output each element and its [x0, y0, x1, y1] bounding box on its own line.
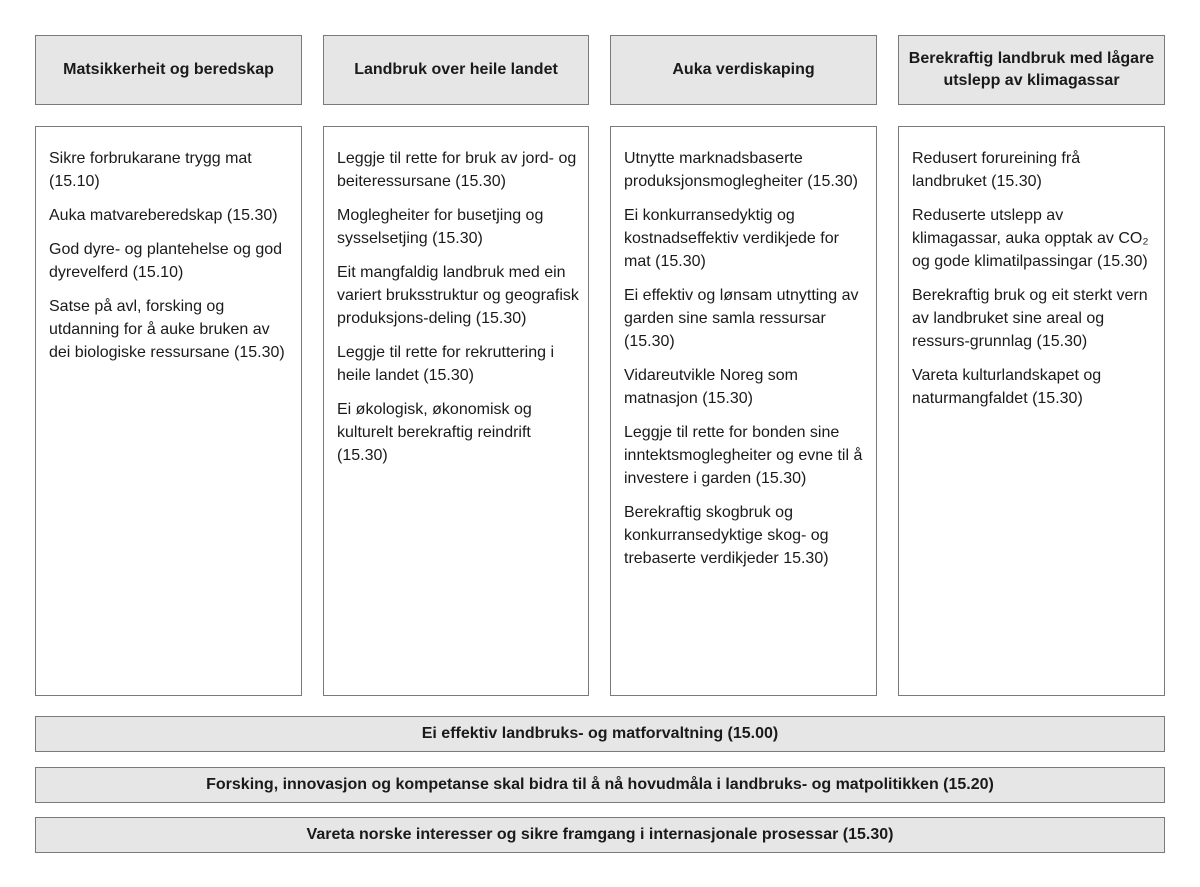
crosscutting-bar-research: Forsking, innovasjon og kompetanse skal bidra til å nå hovudmåla i landbruks- og matpolitikken (15.20)	[35, 767, 1165, 803]
column-header-value-creation: Auka verdiskaping	[610, 35, 877, 105]
goal-item: Ei økologisk, økonomisk og kulturelt berekraftig reindrift (15.30)	[337, 401, 532, 464]
goal-item: Reduserte utslepp av klimagassar, auka opptak av CO₂ og gode klimatilpassingar (15.30)	[912, 207, 1149, 270]
goal-item: Sikre forbrukarane trygg mat (15.10)	[49, 150, 252, 190]
goals-box-value-creation	[610, 126, 877, 696]
goal-item: Ei konkurransedyktig og kostnadseffektiv verdikjede for mat (15.30)	[624, 207, 839, 270]
goal-item: Leggje til rette for bonden sine inntektsmoglegheiter og evne til å investere i garden (15.30)	[624, 424, 863, 487]
goal-item: Ei effektiv og lønsam utnytting av garden sine samla ressursar (15.30)	[624, 287, 859, 350]
goal-item: God dyre- og plantehelse og god dyrevelferd (15.10)	[49, 241, 283, 281]
column-header-food-security: Matsikkerheit og beredskap	[35, 35, 302, 105]
goals-box-food-security	[35, 126, 302, 696]
goal-item: Leggje til rette for rekruttering i heile landet (15.30)	[337, 344, 554, 384]
goal-item: Berekraftig bruk og eit sterkt vern av landbruket sine areal og ressurs-grunnlag (15.30)	[912, 287, 1148, 350]
column-header-agriculture-nationwide: Landbruk over heile landet	[323, 35, 589, 105]
goal-item: Berekraftig skogbruk og konkurransedyktige skog- og trebaserte verdikjeder 15.30)	[624, 504, 829, 567]
column-header-sustainable-agriculture: Berekraftig landbruk med lågare utslepp av klimagassar	[898, 35, 1165, 105]
goal-item: Redusert forureining frå landbruket (15.30)	[912, 150, 1081, 190]
goal-item: Utnytte marknadsbaserte produksjonsmoglegheiter (15.30)	[624, 150, 858, 190]
goal-item: Eit mangfaldig landbruk med ein variert bruksstruktur og geografisk produksjons-deling (15.30)	[337, 264, 579, 327]
goals-box-sustainable-agriculture	[898, 126, 1165, 696]
goal-item: Vidareutvikle Noreg som matnasjon (15.30)	[624, 367, 799, 407]
goal-item: Auka matvareberedskap (15.30)	[49, 207, 278, 224]
goals-box-agriculture-nationwide	[323, 126, 589, 696]
goal-item: Vareta kulturlandskapet og naturmangfaldet (15.30)	[912, 367, 1102, 407]
goal-item: Moglegheiter for busetjing og sysselsetjing (15.30)	[337, 207, 544, 247]
crosscutting-bar-administration: Ei effektiv landbruks- og matforvaltning (15.00)	[35, 716, 1165, 752]
goal-item: Satse på avl, forsking og utdanning for å auke bruken av dei biologiske ressursane (15.30)	[49, 298, 285, 361]
goal-item: Leggje til rette for bruk av jord- og beiteressursane (15.30)	[337, 150, 577, 190]
crosscutting-bar-international: Vareta norske interesser og sikre framgang i internasjonale prosessar (15.30)	[35, 817, 1165, 853]
